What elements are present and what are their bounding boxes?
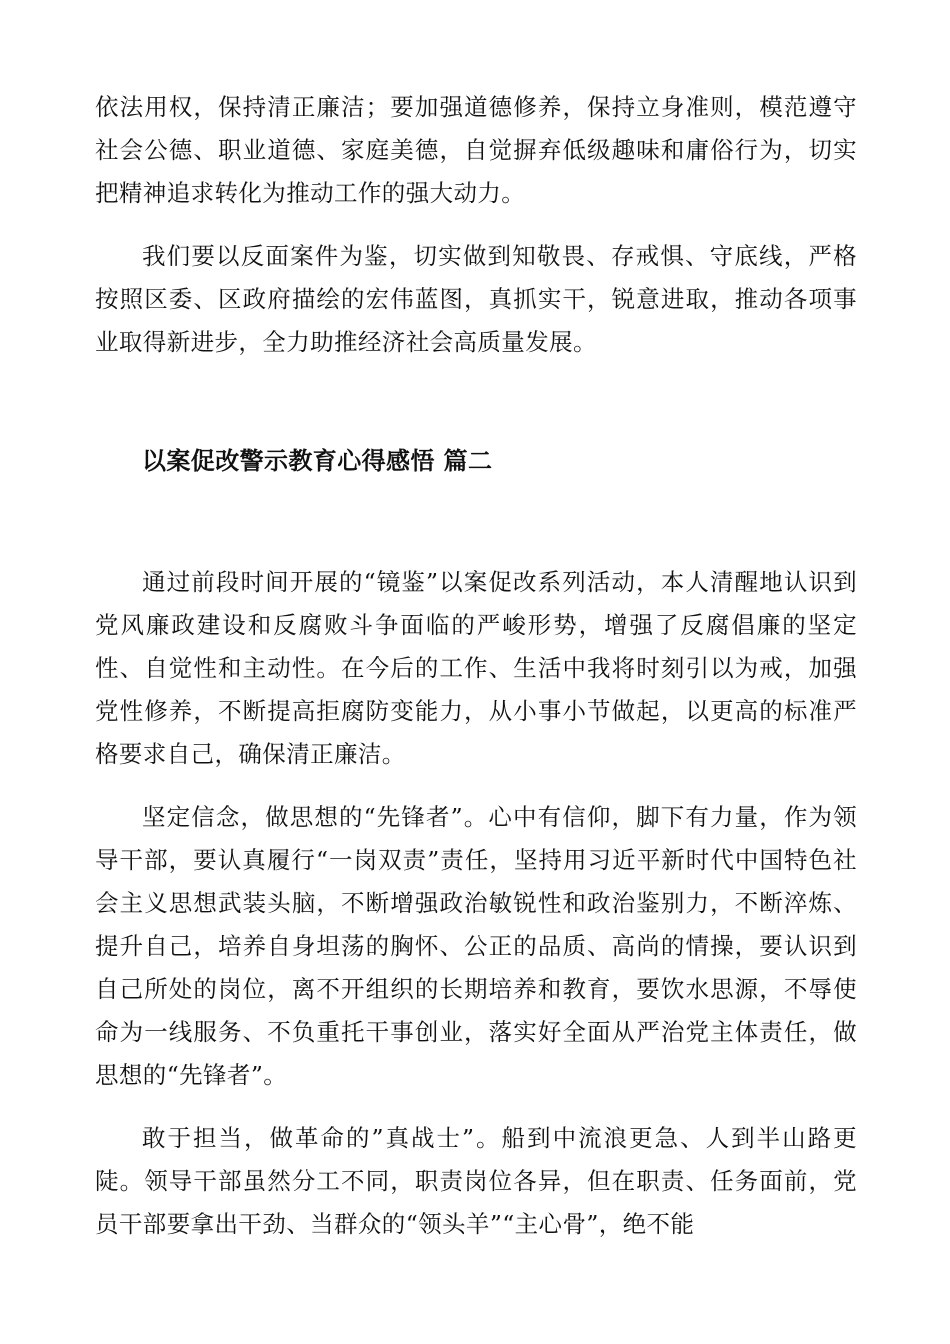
section-heading: 以案促改警示教育心得感悟 篇二 — [142, 447, 493, 475]
paragraph-firm-belief: 坚定信念，做思想的“先锋者”。心中有信仰，脚下有力量，作为领导干部，要认真履行“一岗双责”责任，坚持用习近平新时代中国特色社会主义思想武装头脑，不断增强政治敏锐性和政治鉴别力，不断淬炼、提升自己，培养自身坦荡的胸怀、公正的品质、高尚的情操，要认识到自己所处的岗位，离不开组织的长期培养和教育，要饮水思源，不辱使命为一线服务、不负重托干事创业，落实好全面从严治党主体责任，做思想的“先锋者”。 — [95, 803, 857, 1089]
paragraph-take-responsibility: 敢于担当，做革命的”真战士”。船到中流浪更急、人到半山路更陡。领导干部虽然分工不同，职责岗位各异，但在职责、任务面前，党员干部要拿出干劲、当群众的“领头羊”“主心骨”，绝不能 — [95, 1124, 857, 1238]
paragraph-continuation: 依法用权，保持清正廉洁；要加强道德修养，保持立身准则，模范遵守社会公德、职业道德、家庭美德，自觉摒弃低级趣味和庸俗行为，切实把精神追求转化为推动工作的强大动力。 — [95, 93, 857, 207]
paragraph-intro: 通过前段时间开展的“镜鉴”以案促改系列活动，本人清醒地认识到党风廉政建设和反腐败斗争面临的严峻形势，增强了反腐倡廉的坚定性、自觉性和主动性。在今后的工作、生活中我将时刻引以为戒，加强党性修养，不断提高拒腐防变能力，从小事小节做起，以更高的标准严格要求自己，确保清正廉洁。 — [95, 568, 857, 768]
paragraph-conclusion: 我们要以反面案件为鉴，切实做到知敬畏、存戒惧、守底线，严格按照区委、区政府描绘的宏伟蓝图，真抓实干，锐意进取，推动各项事业取得新进步，全力助推经济社会高质量发展。 — [95, 242, 857, 356]
